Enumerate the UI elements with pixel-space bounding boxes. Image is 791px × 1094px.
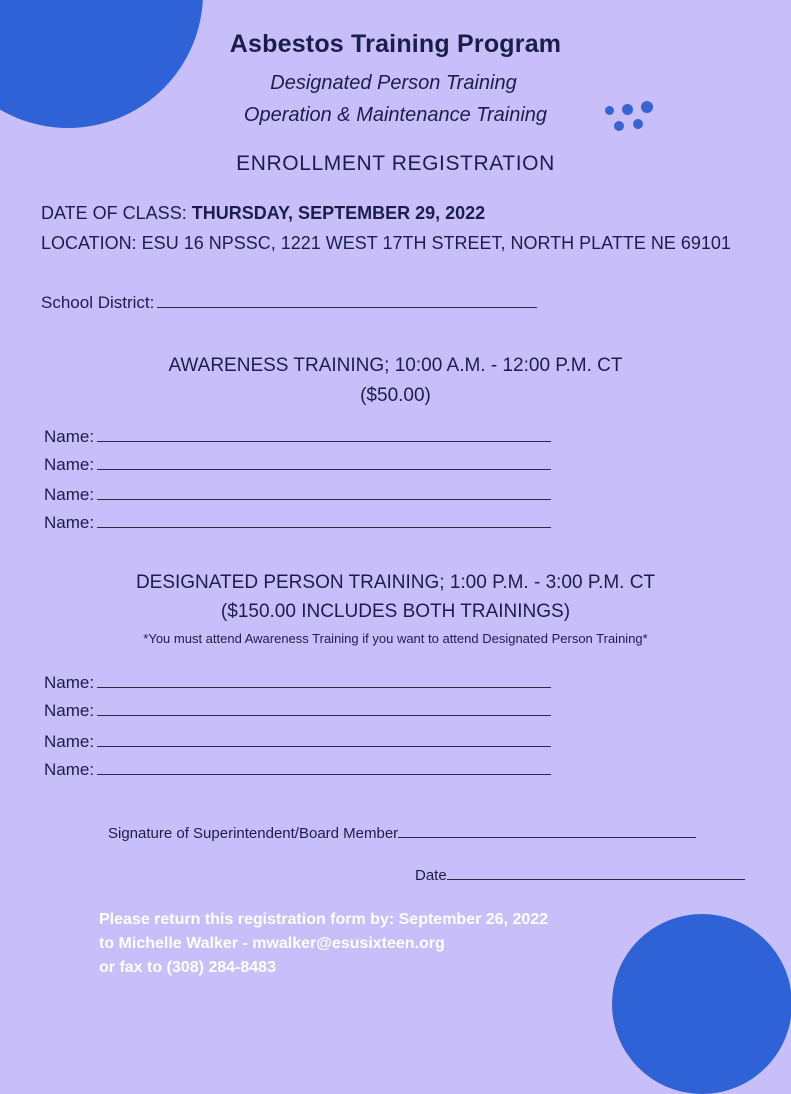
page-title: Asbestos Training Program <box>229 30 562 58</box>
name-line[interactable] <box>97 759 551 775</box>
designated-price: ($150.00 INCLUDES BOTH TRAININGS) <box>220 601 571 622</box>
date-of-class-value: THURSDAY, SEPTEMBER 29, 2022 <box>191 203 486 223</box>
name-label: Name: <box>44 760 95 779</box>
date-line[interactable] <box>447 864 745 880</box>
awareness-name-field-2[interactable] <box>44 454 551 475</box>
fax-number: or fax to (308) 284-8483 <box>99 959 276 976</box>
date-label: Date <box>415 867 447 884</box>
designated-name-field-4[interactable] <box>44 759 551 780</box>
designated-heading: DESIGNATED PERSON TRAINING; 1:00 P.M. - 3:00 P.M. CT <box>135 572 656 593</box>
name-label: Name: <box>44 701 95 720</box>
location: LOCATION: ESU 16 NPSSC, 1221 WEST 17TH STREET, NORTH PLATTE NE 69101 <box>41 233 731 253</box>
name-label: Name: <box>44 513 95 532</box>
school-district-label: School District: <box>41 293 155 312</box>
name-label: Name: <box>44 427 95 446</box>
date-of-class <box>41 203 485 224</box>
awareness-price: ($50.00) <box>360 385 431 406</box>
name-line[interactable] <box>97 484 551 500</box>
name-line[interactable] <box>97 672 551 688</box>
decorative-circle-bottom-right <box>612 914 791 1094</box>
school-district-line[interactable] <box>157 292 537 308</box>
designated-name-field-2[interactable] <box>44 700 551 721</box>
name-line[interactable] <box>97 426 551 442</box>
return-instructions: Please return this registration form by: September 26, 2022 <box>99 911 549 928</box>
date-field[interactable] <box>415 864 745 884</box>
awareness-name-field-3[interactable] <box>44 484 551 505</box>
signature-line[interactable] <box>398 822 696 838</box>
school-district-field[interactable] <box>41 292 537 313</box>
form-title: ENROLLMENT REGISTRATION <box>236 152 555 175</box>
name-label: Name: <box>44 732 95 751</box>
designated-name-field-3[interactable] <box>44 731 551 752</box>
signature-field[interactable] <box>108 822 696 842</box>
name-label: Name: <box>44 485 95 504</box>
name-line[interactable] <box>97 512 551 528</box>
signature-label: Signature of Superintendent/Board Member <box>108 825 399 842</box>
designated-name-field-1[interactable] <box>44 672 551 693</box>
contact-email: to Michelle Walker - mwalker@esusixteen.org <box>99 935 445 952</box>
name-line[interactable] <box>97 731 551 747</box>
subtitle-operation-maintenance: Operation & Maintenance Training <box>243 104 548 126</box>
name-line[interactable] <box>97 700 551 716</box>
date-of-class-label: DATE OF CLASS: <box>41 203 192 223</box>
name-line[interactable] <box>97 454 551 470</box>
awareness-name-field-1[interactable] <box>44 426 551 447</box>
awareness-name-field-4[interactable] <box>44 512 551 533</box>
subtitle-designated-person: Designated Person Training <box>270 72 517 94</box>
name-label: Name: <box>44 455 95 474</box>
designated-note: *You must attend Awareness Training if you want to attend Designated Person Training* <box>143 631 648 646</box>
name-label: Name: <box>44 673 95 692</box>
awareness-heading: AWARENESS TRAINING; 10:00 A.M. - 12:00 P.M. CT <box>168 355 623 376</box>
